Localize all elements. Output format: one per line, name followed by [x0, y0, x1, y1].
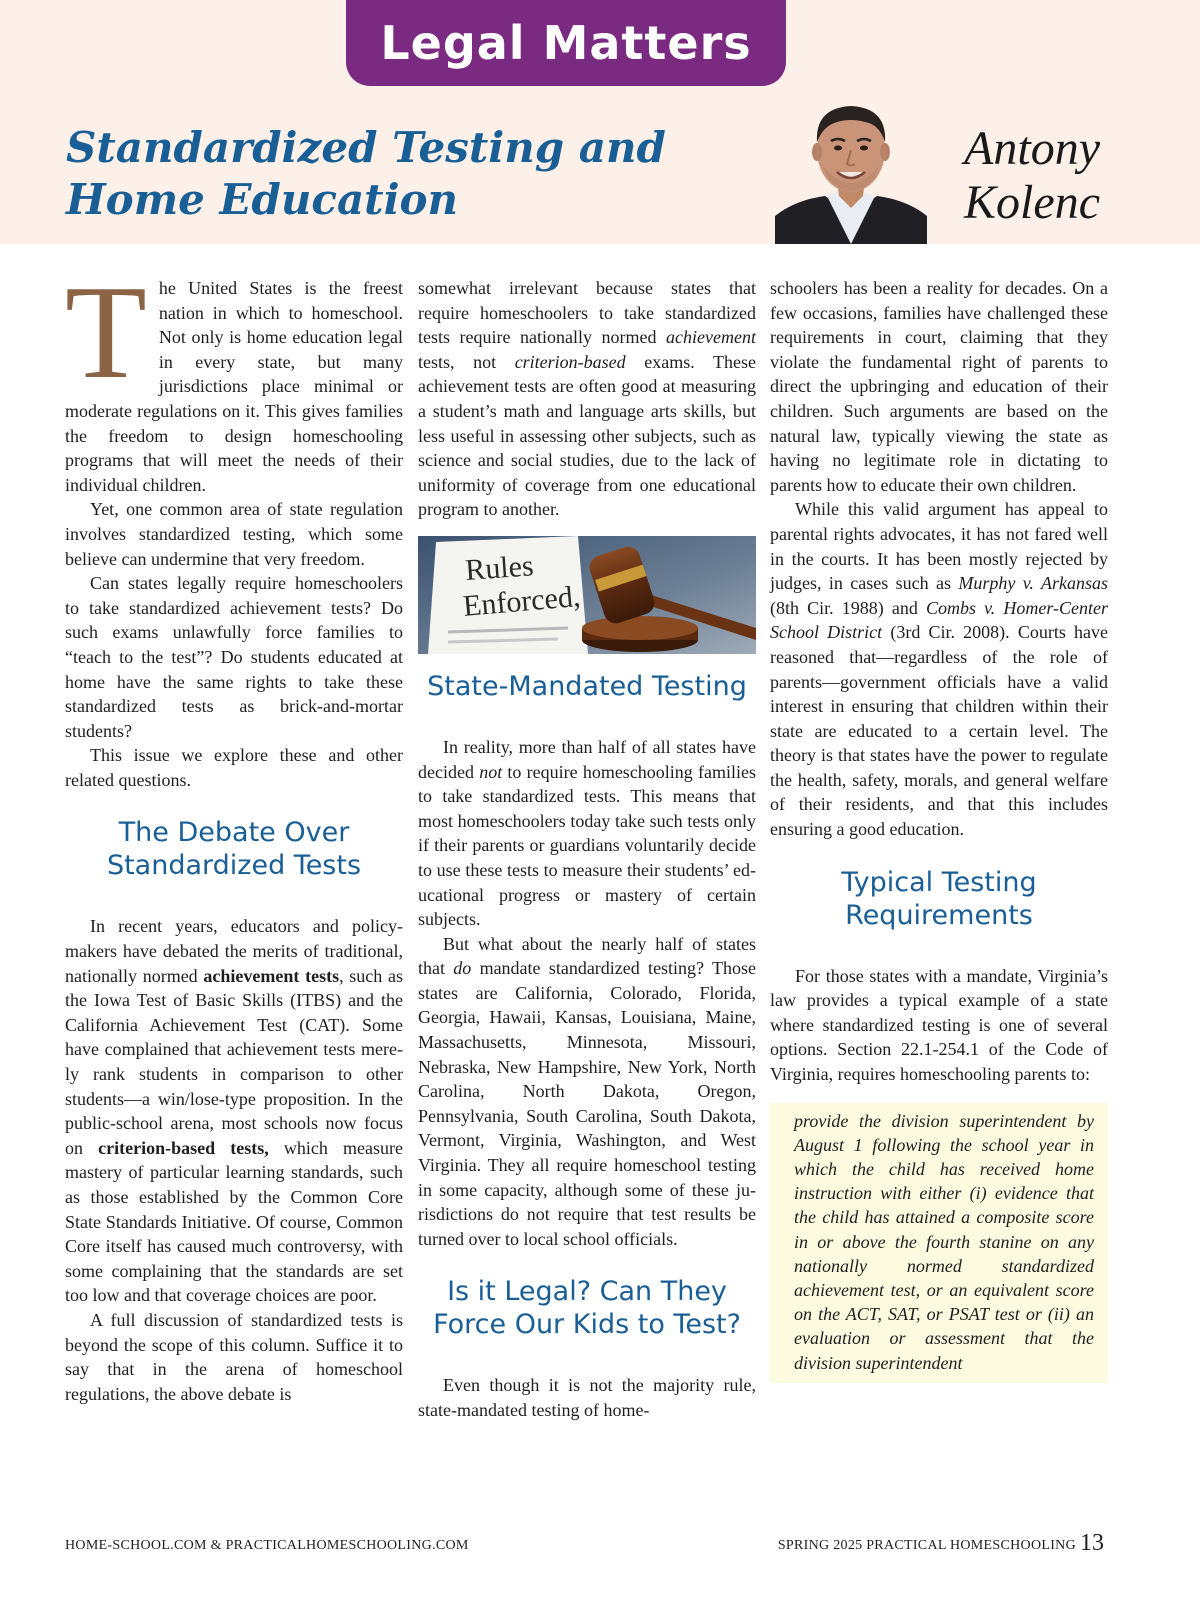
paragraph-text: exams. These achievement tests are often good at measuring a student’s math and language arts skills, but less useful in assessing other subjects, such as science and social studies, due to the lack of uniformity of coverage from one educational program to another. [418, 351, 756, 520]
article-column-1 [65, 258, 403, 1406]
subhead-line: Force Our Kids to Test? [433, 1309, 741, 1341]
article-title [66, 122, 686, 226]
article-column-3 [770, 276, 1108, 1383]
author-portrait-illustration [775, 96, 927, 244]
footer-issue: SPRING 2025 PRACTICAL HOMESCHOOLING [777, 1538, 1076, 1553]
author-name [930, 122, 1100, 230]
article-title-line-1: Standardized Testing and [66, 123, 666, 172]
subhead-line: Typical Testing [841, 866, 1037, 898]
gavel-rules-enforced-image [418, 536, 756, 654]
italic-term: do [453, 958, 472, 979]
paragraph [65, 258, 403, 497]
author-first-name: Antony [964, 122, 1100, 175]
subhead-line: Is it Legal? Can They [447, 1276, 727, 1308]
subhead-line: Requirements [845, 899, 1033, 931]
paragraph: This issue we explore these and other related questions. [65, 745, 403, 790]
paragraph-text: But what about the nearly half of states that [418, 933, 756, 979]
paragraph-text: somewhat irrelevant because states that require homeschoolers to take standardized tests require nationally normed [418, 278, 756, 348]
paragraph: Even though it is not the majority rule, state-mandated testing of home- [418, 1375, 756, 1420]
author-last-name: Kolenc [964, 176, 1100, 229]
paragraph-text: , such as the Iowa Test of Basic Skills (ITBS) and the California Achievement Test (CAT). Some have complained that achievement tests merely rank students in comparison to other students—a win/lose-type proposition. In the public-school arena, most schools now focus on [65, 965, 403, 1158]
section-banner-label: Legal Matters [380, 16, 752, 70]
sign-text-enforced: Enforced, [461, 579, 582, 623]
case-citation: Murphy v. Arkansas [958, 573, 1108, 594]
paragraph-text: he United States is the freest nation in which to homeschool. Not only is home education legal in every state, but many jurisdictions place minimal or moderate regulations on it. This gives families the freedom to design homeschooling programs that will meet the needs of their individual children. [65, 278, 403, 495]
paragraph-text: mandate standardized testing? Those states are California, Colorado, Florida, Georgia, Hawaii, Kansas, Louisiana, Maine, Massachusetts, Minnesota, Missouri, Nebraska, New Hampshire, New York, North Carolina, North Dakota, Oregon, Pennsylvania, South Carolina, South Dakota, Vermont, Virginia, Washington, and West Virginia. They all require homeschool testing in some capacity, although some of these jurisdictions do not require that test results be turned over to local school officials. [418, 958, 756, 1249]
subhead-is-it-legal [418, 1275, 756, 1341]
subhead-typical-testing-requirements [770, 866, 1108, 932]
paragraph [418, 735, 756, 932]
subhead-state-mandated-testing: State-Mandated Testing [427, 670, 747, 702]
paragraph [418, 276, 756, 522]
paragraph-text: which measure mastery of particular learning standards, such as those established by the Common Core State Standards Initiative. Of course, Common Core itself has caused much controversy, with some complaining that the standards are set too low and that coverage choices are poor. [65, 1137, 403, 1306]
paragraph-text: (8th Cir. 1988) and [770, 597, 926, 618]
bold-term: criterion-based tests, [98, 1137, 269, 1158]
subhead-line: Standardized Tests [106, 850, 362, 882]
section-banner [346, 0, 786, 86]
statute-quote-box: provide the division superintendent by August 1 following the school year in which the child has received home instruction with either (i) evidence that the child has attained a composite score in or above the fourth stanine on any nationally normed standardized achievement test, or an equivalent score on the ACT, SAT, or PSAT test or (ii) an evaluation or assessment that the division superintendent [770, 1103, 1108, 1383]
subhead-debate [65, 816, 403, 882]
paragraph: schoolers has been a reality for decades. On a few occasions, families have challenged these requirements in court, claiming that they violate the fundamental right of parents to direct the upbringing and education of their children. Such arguments are based on the natural law, typically viewing the state as having no legitimate role in dictating to parents how to educate their own children. [770, 278, 1108, 495]
paragraph: A full discussion of standardized tests is beyond the scope of this column. Suffice it to say that in the arena of homeschool regulations, the above debate is [65, 1309, 403, 1404]
article-title-line-2: Home Education [66, 175, 459, 224]
paragraph-text: to require homeschooling families to take standardized tests. This means that most homeschoolers today take such tests only if their parents or guardians voluntarily decide to use these tests to measure their students’ educational progress or mastery of certain subjects. [418, 761, 757, 930]
paragraph: Yet, one common area of state regulation involves standardized testing, which some believe can undermine that very freedom. [65, 499, 403, 569]
paragraph-text: In reality, more than half of all states have decided [418, 736, 756, 782]
italic-term: criterion-based [514, 351, 626, 372]
subhead-line: The Debate Over [118, 817, 350, 849]
case-citation: Combs v. Homer-Center School District [770, 597, 1108, 643]
page-number: 13 [1080, 1530, 1104, 1556]
drop-cap: T [65, 258, 147, 406]
paragraph: Can states legally require homeschoolers to take standardized achievement tests? Do such exams unlawfully force families to “teach to the test”? Do students educated at home have the same rights to take these standardized tests as brick-and-mortar students? [65, 573, 403, 741]
italic-term: achievement [666, 327, 756, 348]
paragraph-text: tests, not [418, 351, 515, 372]
italic-term: not [479, 761, 503, 782]
paragraph-text: In recent years, educators and policymakers have debated the merits of traditional, nationally normed [65, 916, 403, 986]
paragraph [65, 914, 403, 1308]
article-column-2 [418, 276, 756, 1423]
author-photo [775, 96, 927, 244]
paragraph: For those states with a mandate, Virginia’s law provides a typical example of a state where standardized testing is one of several options. Section 22.1-254.1 of the Code of Virginia, requires homeschooling parents to: [770, 965, 1108, 1085]
footer-website: HOME-SCHOOL.COM & PRACTICALHOMESCHOOLING.COM [65, 1538, 469, 1553]
paragraph-text: (3rd Cir. 2008). Courts have reasoned that—regardless of the role of parents—government officials have a valid interest in ensuring that children within their state are educated to a certain level. The theory is that states have the power to regulate the health, safety, morals, and general welfare of their residents, and that this includes ensuring a good education. [770, 622, 1108, 840]
paragraph [770, 497, 1108, 841]
sign-text-rules: Rules [464, 549, 535, 587]
bold-term: achievement tests [203, 965, 340, 986]
paragraph-text: While this valid argument has appeal to parental rights advocates, it has not fared well in the courts. It has been mostly rejected by judges, in cases such as [770, 499, 1108, 594]
paragraph [418, 932, 756, 1252]
